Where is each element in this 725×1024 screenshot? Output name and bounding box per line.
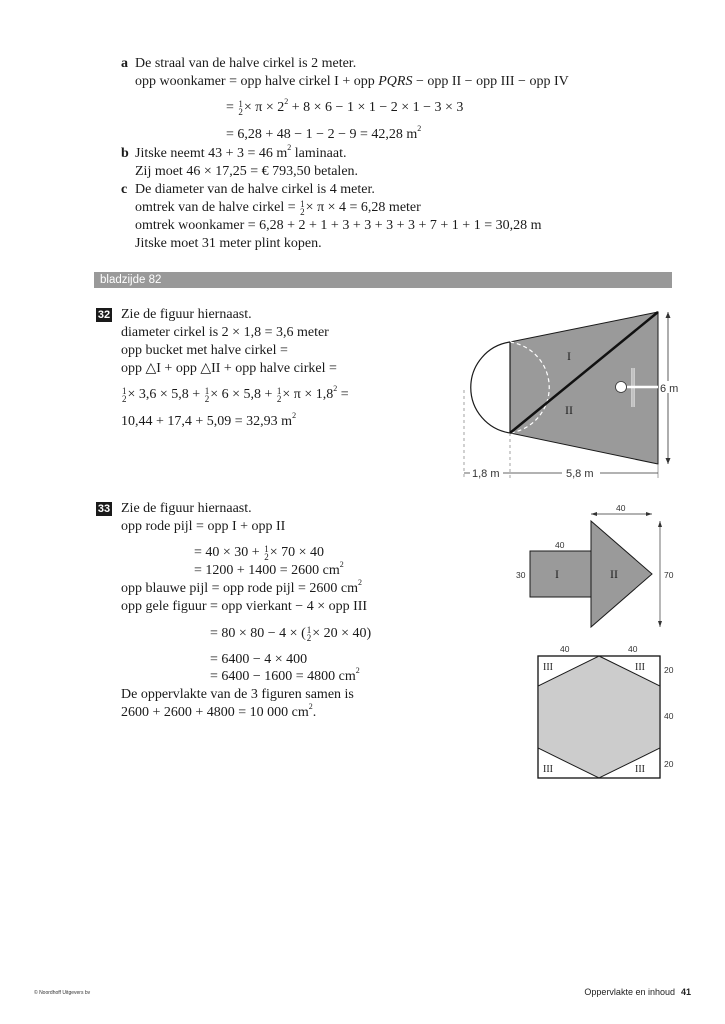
fraction-num: 1: [306, 624, 312, 635]
page-reference-label: bladzijde 82: [100, 274, 162, 286]
dim-radius-label: 1,8 m: [472, 468, 500, 480]
dim-length-label: 5,8 m: [566, 468, 594, 480]
eq-text: = 6400 − 1600 = 4800 cm: [210, 669, 356, 684]
exercise-33-line4: opp gele figuur = opp vierkant − 4 × opp III: [121, 599, 368, 614]
fraction-den: 2: [276, 393, 282, 404]
fraction-num: 1: [238, 98, 243, 109]
dim-top-left-label: 40: [560, 644, 570, 654]
dim-right-mid-label: 40: [664, 711, 674, 721]
exercise-32-line4: opp △I + opp △II + opp halve cirkel =: [121, 361, 337, 376]
exercise-32-number: 32: [97, 309, 111, 321]
eq-text: = 80 × 80 − 4 × (: [210, 626, 306, 641]
footer-chapter-title: Oppervlakte en inhoud: [584, 987, 675, 997]
part-c-line3: omtrek woonkamer = 6,28 + 2 + 1 + 3 + 3 + 3 + 3 + 7 + 1 + 1 = 30,28 m: [135, 218, 542, 233]
exponent: 2: [292, 411, 297, 420]
eq-text: Jitske neemt 43 + 3 = 46 m: [135, 146, 288, 161]
part-c-label: c: [121, 182, 128, 197]
part-b-line2: Zij moet 46 × 17,25 = € 793,50 betalen.: [135, 164, 359, 179]
fraction-num: 1: [300, 198, 305, 209]
eq-text: × 20 × 40): [312, 626, 372, 641]
dim-height-label: 70: [664, 570, 674, 580]
footer-chapter: [584, 987, 691, 997]
part-c-line1: De diameter van de halve cirkel is 4 meter.: [135, 182, 375, 197]
exercise-33-line2: opp rode pijl = opp I + opp II: [121, 519, 286, 534]
fraction-num: 1: [264, 543, 269, 554]
fraction-den: 2: [306, 632, 312, 643]
dim-right-top-label: 20: [664, 665, 674, 675]
exponent: 2: [333, 384, 338, 393]
exercise-33-line5: De oppervlakte van de 3 figuren samen is: [121, 687, 354, 702]
dim-rect-width-label: 40: [555, 540, 565, 550]
arrow-label-II: II: [610, 567, 618, 581]
exercise-32-line2: diameter cirkel is 2 × 1,8 = 3,6 meter: [121, 325, 329, 340]
exponent: 2: [287, 143, 292, 152]
part-a-label: a: [121, 56, 128, 71]
dim-rect-height-label: 30: [516, 570, 526, 580]
bucket-label-I: I: [567, 349, 571, 363]
eq-text: × π × 2: [243, 100, 285, 115]
fraction-num: 1: [122, 385, 127, 396]
eq-text: × 70 × 40: [269, 545, 324, 560]
exponent: 2: [284, 97, 289, 106]
fraction-den: 2: [238, 106, 243, 117]
fraction-den: 2: [122, 393, 127, 404]
part-a-pqrs: PQRS: [378, 74, 413, 89]
exercise-33-number: 33: [97, 503, 111, 515]
dim-top-label: 40: [616, 503, 626, 513]
exponent: 2: [308, 702, 313, 711]
corner-label-III: III: [635, 662, 645, 673]
part-a-line2-post: − opp II − opp III − opp IV: [412, 74, 569, 89]
corner-label-III: III: [543, 662, 553, 673]
part-c-line4: Jitske moet 31 meter plint kopen.: [135, 236, 322, 251]
eq-text: = 1200 + 1400 = 2600 cm: [194, 563, 340, 578]
exercise-33-eq4: = 6400 − 4 × 400: [210, 652, 308, 667]
eq-text: × π × 4 = 6,28 meter: [305, 200, 421, 215]
exponent: 2: [339, 560, 344, 569]
eq-text: × π × 1,8: [282, 387, 334, 402]
exercise-33-line1: Zie de figuur hiernaast.: [121, 501, 252, 516]
eq-text: × 3,6 × 5,8 +: [127, 387, 204, 402]
dim-right-bottom-label: 20: [664, 759, 674, 769]
fraction-den: 2: [204, 393, 210, 404]
dim-height-label: 6 m: [660, 383, 679, 395]
eq-text: × 6 × 5,8 +: [210, 387, 276, 402]
eq-text: + 8 × 6 − 1 × 1 − 2 × 1 − 3 × 3: [288, 100, 464, 115]
eq-text: = 6,28 + 48 − 1 − 2 − 9 = 42,28 m: [226, 127, 418, 142]
eq-text: =: [337, 387, 349, 402]
part-a-line1: De straal van de halve cirkel is 2 meter.: [135, 56, 357, 71]
footer-page-number: 41: [680, 987, 691, 997]
eq-text: omtrek van de halve cirkel =: [135, 200, 300, 215]
eq-text: 10,44 + 17,4 + 5,09 = 32,93 m: [121, 414, 293, 429]
exercise-32-line3: opp bucket met halve cirkel =: [121, 343, 288, 358]
exponent: 2: [358, 578, 363, 587]
eq-text: 2600 + 2600 + 4800 = 10 000 cm: [121, 705, 309, 720]
eq-text: = 40 × 30 +: [194, 545, 264, 560]
bucket-label-II: II: [565, 403, 573, 417]
fraction-den: 2: [264, 551, 269, 562]
dim-top-right-label: 40: [628, 644, 638, 654]
eq-text: laminaat.: [291, 146, 347, 161]
fraction-num: 1: [204, 385, 210, 396]
part-a-line2-pre: opp woonkamer = opp halve cirkel I + opp: [135, 74, 379, 89]
fraction-num: 1: [276, 385, 282, 396]
eq-text: .: [312, 705, 317, 720]
exponent: 2: [417, 124, 422, 133]
exponent: 2: [355, 666, 360, 675]
footer-copyright: © Noordhoff Uitgevers bv: [34, 990, 91, 996]
arrow-label-I: I: [555, 567, 559, 581]
part-b-label: b: [121, 146, 129, 161]
corner-label-III: III: [635, 764, 645, 775]
corner-label-III: III: [543, 764, 553, 775]
eq-text: opp blauwe pijl = opp rode pijl = 2600 cm: [121, 581, 359, 596]
fraction-den: 2: [300, 206, 305, 217]
eq-text: =: [226, 100, 238, 115]
exercise-32-line1: Zie de figuur hiernaast.: [121, 307, 252, 322]
